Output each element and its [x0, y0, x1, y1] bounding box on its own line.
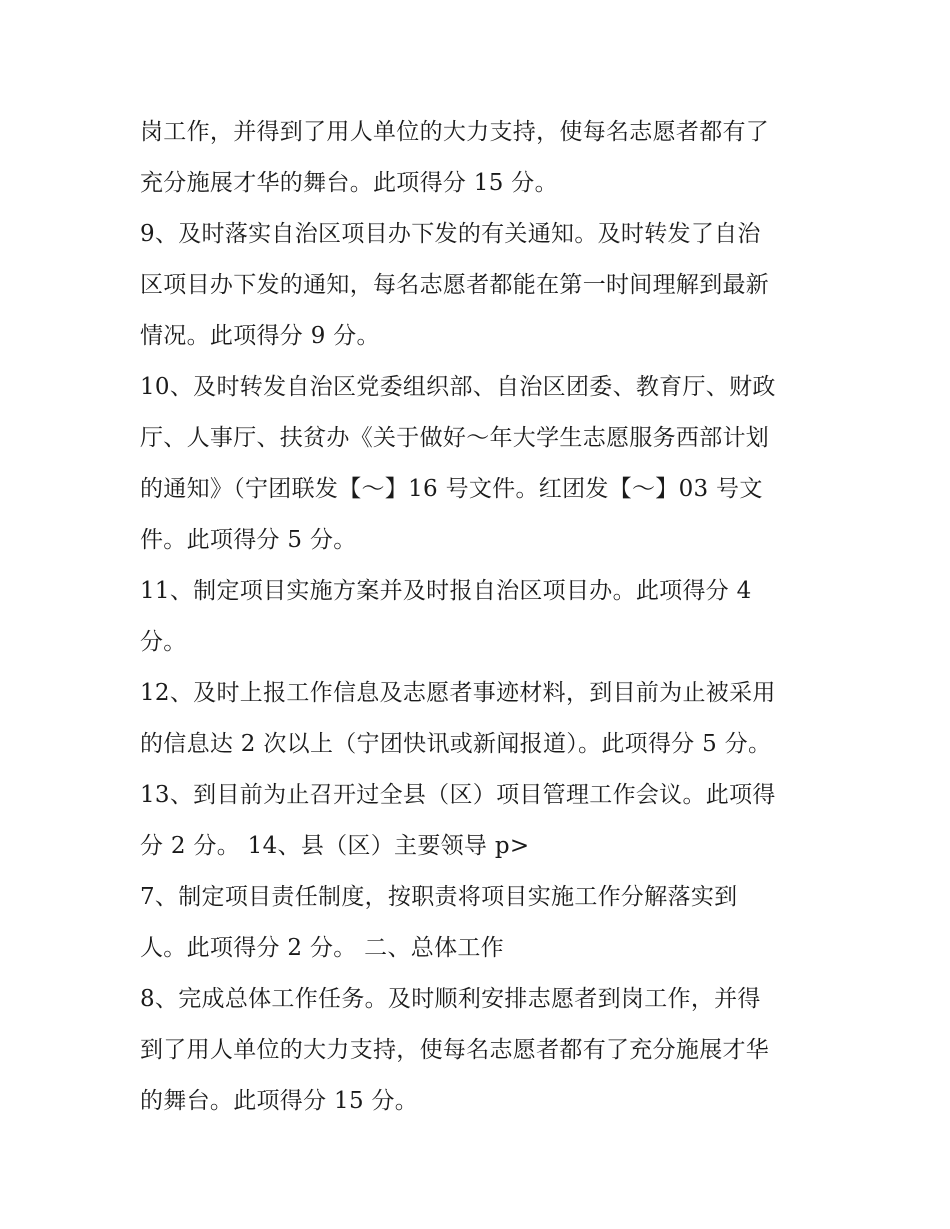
text-line: 的信息达 2 次以上（宁团快讯或新闻报道）。此项得分 5 分。 [140, 731, 772, 757]
text-line: 8、完成总体工作任务。及时顺利安排志愿者到岗工作，并得 [140, 986, 761, 1012]
text-line: 岗工作，并得到了用人单位的大力支持，使每名志愿者都有了 [140, 119, 770, 145]
text-line: 人。此项得分 2 分。 二、总体工作 [140, 935, 504, 961]
text-line: 13、到目前为止召开过全县（区）项目管理工作会议。此项得 [140, 782, 776, 808]
text-line: 情况。此项得分 9 分。 [140, 323, 380, 349]
text-line: 充分施展才华的舞台。此项得分 15 分。 [140, 170, 558, 196]
text-line: 11、制定项目实施方案并及时报自治区项目办。此项得分 4 [140, 578, 752, 604]
text-line: 12、及时上报工作信息及志愿者事迹材料，到目前为止被采用 [140, 680, 776, 706]
text-line: 分 2 分。 14、县（区）主要领导 p> [140, 833, 530, 859]
text-line: 到了用人单位的大力支持，使每名志愿者都有了充分施展才华 [140, 1037, 770, 1063]
text-line: 10、及时转发自治区党委组织部、自治区团委、教育厅、财政 [140, 374, 776, 400]
text-line: 的舞台。此项得分 15 分。 [140, 1088, 419, 1114]
text-line: 9、及时落实自治区项目办下发的有关通知。及时转发了自治 [140, 221, 761, 247]
text-line: 区项目办下发的通知，每名志愿者都能在第一时间理解到最新 [140, 272, 770, 298]
text-line: 7、制定项目责任制度，按职责将项目实施工作分解落实到 [140, 884, 738, 910]
text-line: 的通知》（宁团联发【～】16 号文件。红团发【～】03 号文 [140, 476, 763, 502]
text-line: 件。此项得分 5 分。 [140, 527, 357, 553]
document-body [140, 107, 820, 1127]
text-line: 分。 [140, 629, 187, 655]
text-line: 厅、人事厅、扶贫办《关于做好～年大学生志愿服务西部计划 [140, 425, 770, 451]
